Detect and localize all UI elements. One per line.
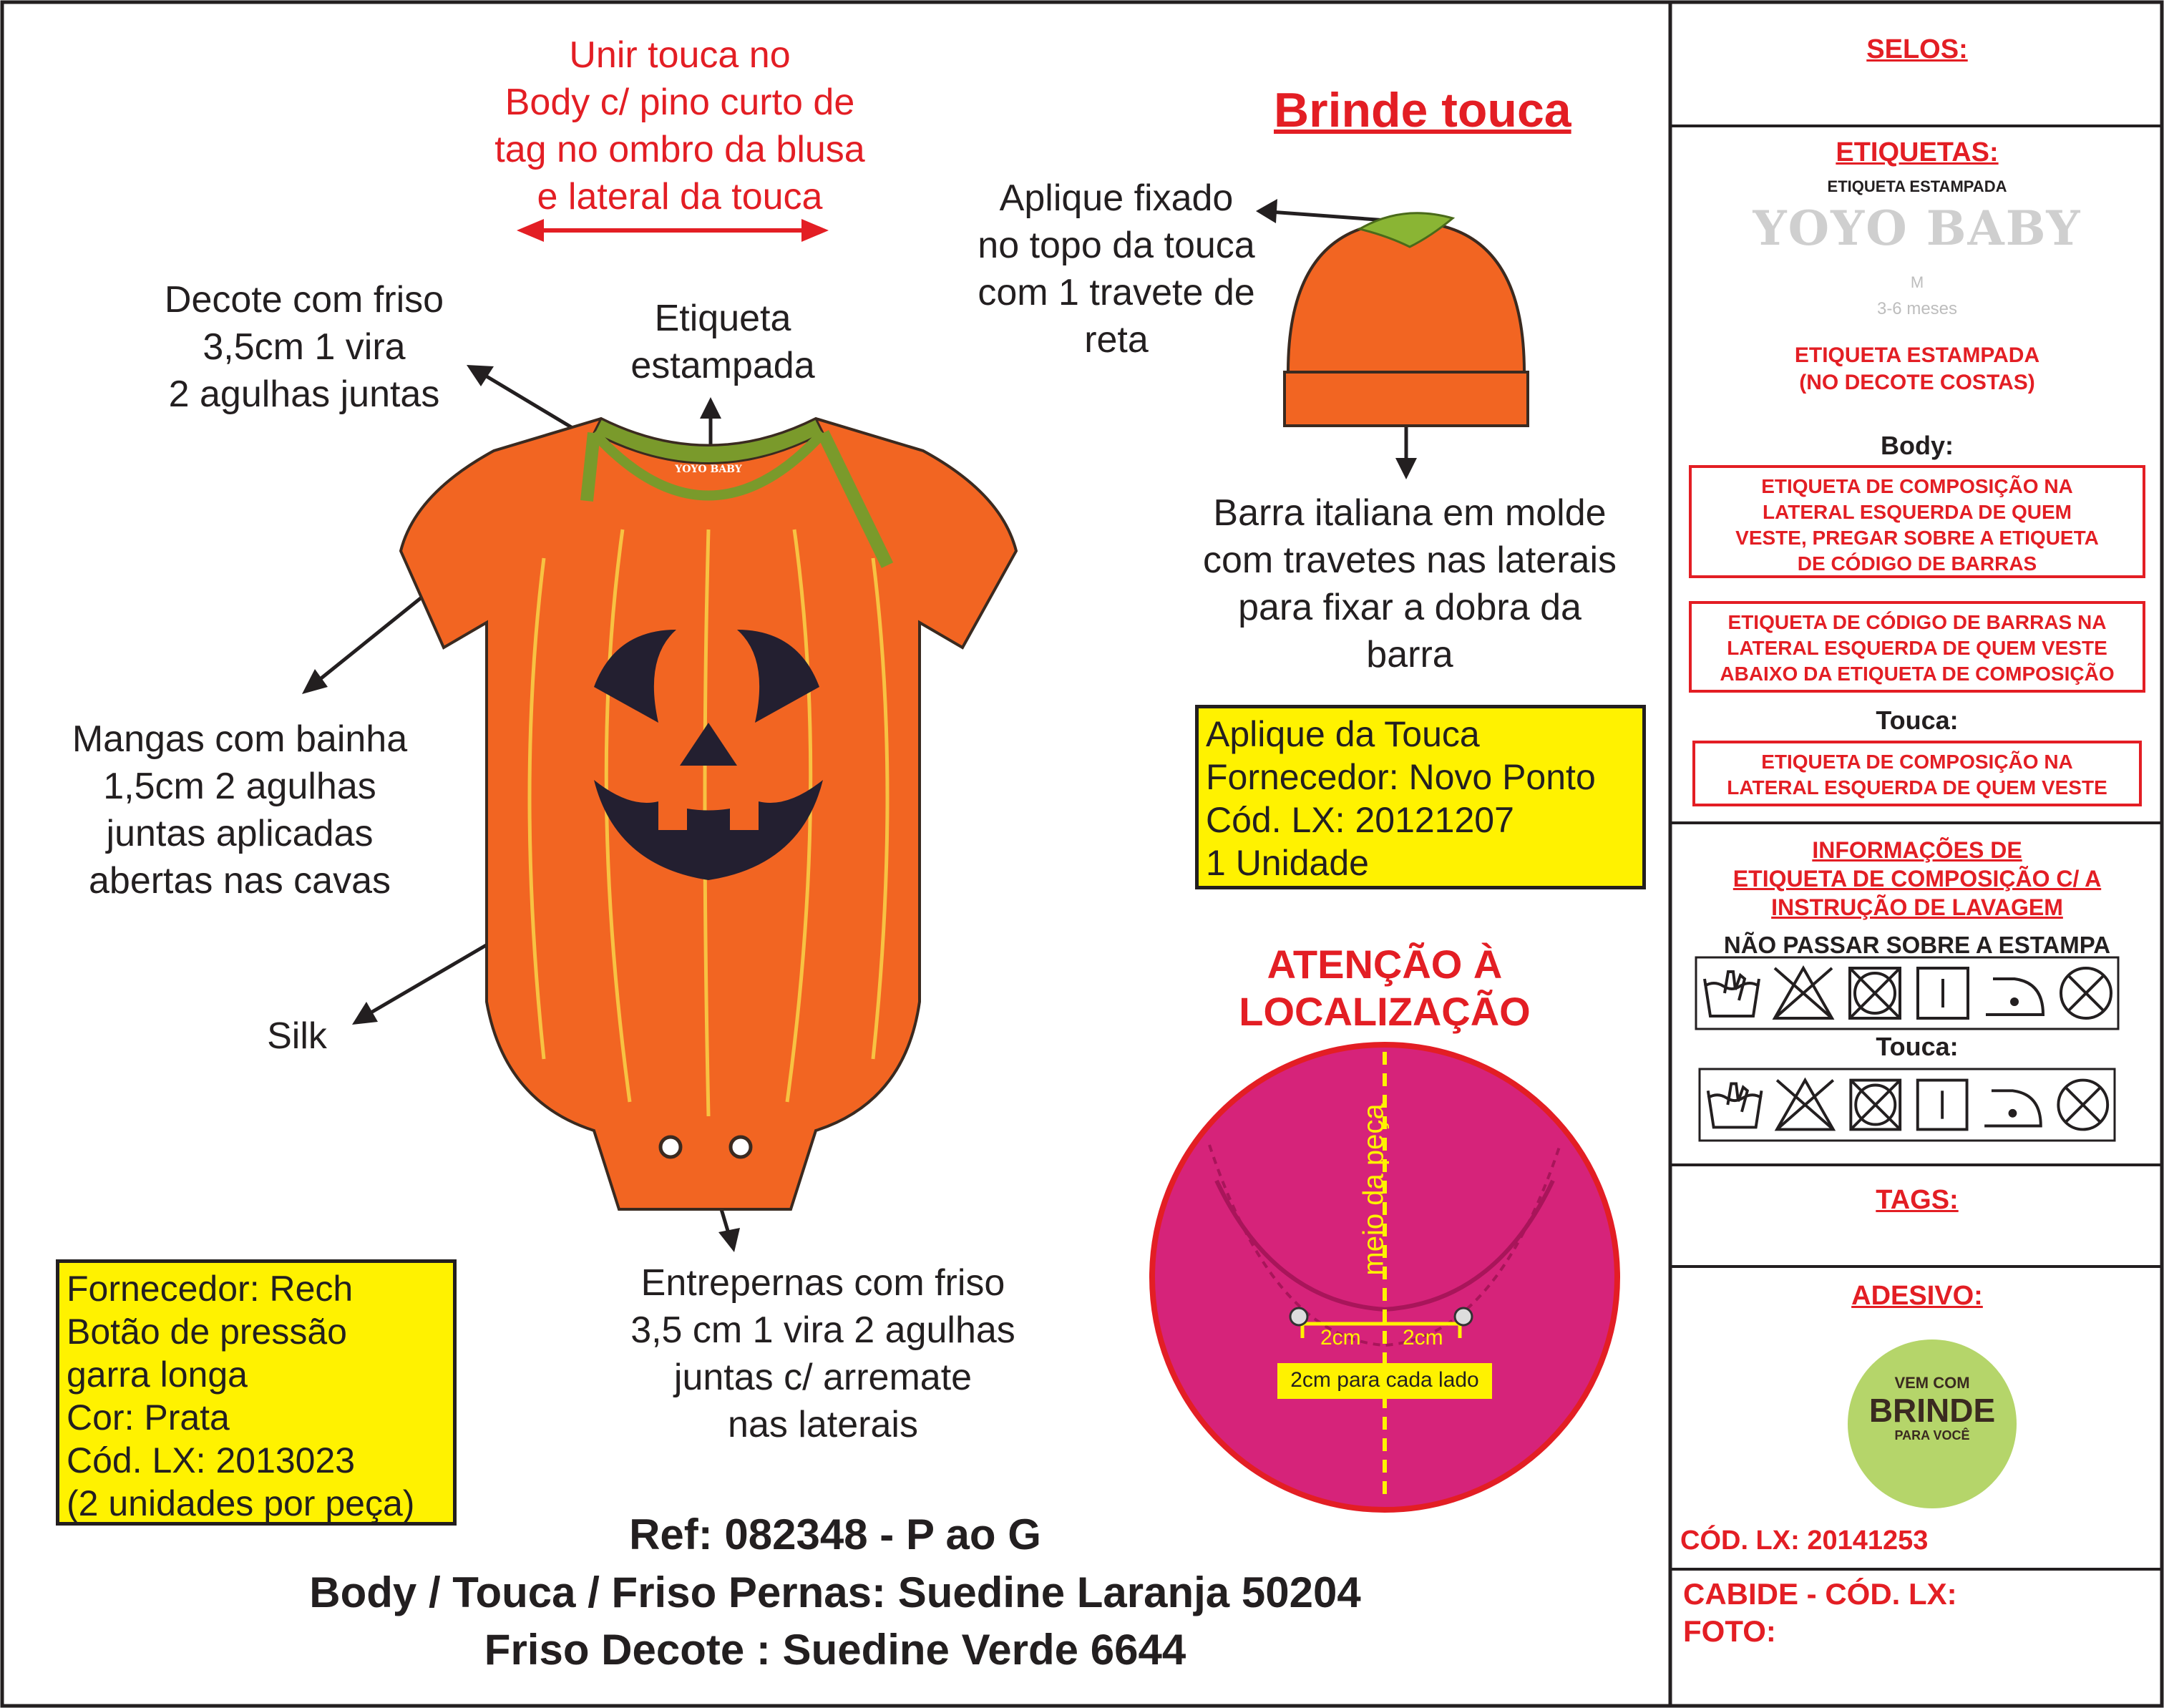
- box-line: Fornecedor: Rech: [67, 1269, 354, 1309]
- touca-title-2: Touca:: [1876, 1032, 1959, 1061]
- sticker-line: BRINDE: [1868, 1392, 1996, 1429]
- line-dry-icon: [1918, 1080, 1967, 1130]
- etiqueta-estampada-note: [601, 295, 844, 389]
- label-brand: YOYO BABY: [1753, 200, 2082, 256]
- decote-note: [129, 276, 479, 418]
- fabric-line: Body / Touca / Friso Pernas: Suedine Laranja 50204: [309, 1568, 1361, 1616]
- note-line: Barra italiana em molde: [1213, 492, 1607, 534]
- sidebar-line: ETIQUETA DE CÓDIGO DE BARRAS NA: [1727, 611, 2107, 633]
- note-line: Aplique fixado: [999, 177, 1234, 219]
- hand-wash-icon: [1708, 1084, 1762, 1128]
- box-line: Fornecedor: Novo Ponto: [1206, 757, 1596, 797]
- box-line: (2 unidades por peça): [67, 1483, 415, 1523]
- sidebar-line: INFORMAÇÕES DE: [1812, 837, 2022, 863]
- etiqueta-estampada-red: [1670, 342, 2164, 396]
- note-line: Decote com friso: [164, 279, 444, 321]
- etiqueta-estampada-small: ETIQUETA ESTAMPADA: [1827, 177, 2007, 195]
- care-icons-touca: [1700, 1069, 2115, 1141]
- silk-note: Silk: [267, 1015, 327, 1057]
- note-line: com travetes nas laterais: [1202, 540, 1617, 581]
- note-line: com 1 travete de: [978, 272, 1255, 313]
- aplique-fixado-note: [952, 175, 1281, 363]
- body-barcode-box: [1689, 601, 2145, 693]
- dim-each-label: 2cm para cada lado: [1290, 1368, 1479, 1392]
- note-line: juntas aplicadas: [106, 813, 374, 854]
- note-line: reta: [1084, 319, 1149, 361]
- selos-heading: SELOS:: [1866, 34, 1968, 64]
- note-line: para fixar a dobra da: [1238, 587, 1581, 628]
- note-line: 3,5cm 1 vira: [203, 326, 406, 368]
- body-title: Body:: [1881, 431, 1954, 460]
- hand-wash-icon: [1705, 972, 1759, 1016]
- sticker-text: [1848, 1374, 2017, 1443]
- atencao-title: [1202, 941, 1567, 1035]
- unir-touca-note: [444, 31, 916, 220]
- iron-low-icon: [1986, 979, 2043, 1015]
- body-composition-box: [1689, 465, 2145, 578]
- dim-left-label: 2cm: [1320, 1326, 1361, 1350]
- sidebar-line: VESTE, PREGAR SOBRE A ETIQUETA: [1735, 527, 2099, 549]
- do-not-tumble-dry-icon: [1850, 968, 1900, 1018]
- snap-supplier-box: [56, 1259, 457, 1526]
- body-label-brand: YOYO BABY: [675, 464, 742, 475]
- do-not-tumble-dry-icon: [1851, 1080, 1900, 1130]
- note-line: nas laterais: [728, 1404, 918, 1445]
- sidebar-line: (NO DECOTE COSTAS): [1799, 371, 2035, 394]
- note-line: 1,5cm 2 agulhas: [103, 766, 376, 807]
- sticker-line: PARA VOCÊ: [1894, 1428, 1970, 1443]
- sidebar-line: ETIQUETA DE COMPOSIÇÃO C/ A: [1732, 866, 2102, 892]
- cod-lx-label: CÓD. LX: 20141253: [1680, 1526, 1929, 1556]
- note-line: no topo da touca: [978, 225, 1255, 266]
- iron-low-icon: [1984, 1090, 2041, 1126]
- line-dry-icon: [1918, 968, 1968, 1018]
- label-size: M: [1910, 273, 1924, 291]
- box-line: Aplique da Touca: [1206, 714, 1480, 754]
- sidebar-line: ETIQUETA DE COMPOSIÇÃO NA: [1761, 751, 2073, 773]
- width-arrow: [517, 219, 829, 242]
- sidebar-line: LATERAL ESQUERDA DE QUEM VESTE: [1727, 776, 2107, 799]
- sidebar-line: ETIQUETA DE COMPOSIÇÃO NA: [1761, 475, 2073, 497]
- sidebar-line: LATERAL ESQUERDA DE QUEM: [1763, 501, 2072, 523]
- meio-da-peca-label: meio da peça: [1358, 1103, 1390, 1276]
- label-age: 3-6 meses: [1876, 299, 1958, 318]
- note-line: Mangas com bainha: [72, 718, 408, 760]
- tags-heading: TAGS:: [1876, 1185, 1959, 1215]
- dim-right-label: 2cm: [1403, 1326, 1443, 1350]
- unir-touca-line: Body c/ pino curto de: [505, 82, 855, 123]
- sidebar-line: ABAIXO DA ETIQUETA DE COMPOSIÇÃO: [1720, 663, 2115, 685]
- sticker-line: VEM COM: [1894, 1374, 1970, 1392]
- note-line: juntas c/ arremate: [673, 1357, 973, 1398]
- box-line: Cor: Prata: [67, 1397, 230, 1438]
- sidebar-line: LATERAL ESQUERDA DE QUEM VESTE: [1727, 637, 2107, 659]
- reference-title: Ref: 082348 - P ao G: [629, 1511, 1041, 1558]
- friso-line: Friso Decote : Suedine Verde 6644: [484, 1626, 1186, 1674]
- do-not-dry-clean-icon: [2058, 1080, 2107, 1130]
- nao-passar-note: NÃO PASSAR SOBRE A ESTAMPA: [1723, 932, 2111, 958]
- note-line: barra: [1366, 634, 1453, 675]
- unir-touca-line: Unir touca no: [569, 34, 791, 76]
- do-not-dry-clean-icon: [2061, 968, 2111, 1018]
- aplique-supplier-box: [1195, 705, 1646, 889]
- etiquetas-heading: ETIQUETAS:: [1836, 137, 1999, 167]
- atencao-line: LOCALIZAÇÃO: [1239, 989, 1531, 1034]
- touca-title: Touca:: [1876, 706, 1959, 735]
- unir-touca-line: tag no ombro da blusa: [494, 129, 865, 170]
- box-line: Botão de pressão: [67, 1312, 347, 1352]
- note-line: abertas nas cavas: [88, 860, 391, 902]
- atencao-line: ATENÇÃO À: [1267, 942, 1503, 987]
- box-line: Cód. LX: 20121207: [1206, 800, 1514, 840]
- foto-label: FOTO:: [1683, 1614, 1776, 1648]
- box-line: garra longa: [67, 1355, 248, 1395]
- entrepernas-note: [580, 1259, 1066, 1448]
- note-line: 3,5 cm 1 vira 2 agulhas: [630, 1309, 1015, 1351]
- brinde-touca-title: Brinde touca: [1274, 83, 1571, 137]
- unir-touca-line: e lateral da touca: [537, 176, 823, 218]
- touca-composition-box: [1692, 741, 2142, 806]
- do-not-bleach-icon: [1777, 1080, 1833, 1130]
- barra-italiana-note: [1159, 489, 1660, 678]
- box-line: Cód. LX: 2013023: [67, 1440, 356, 1480]
- onesie-illustration: [401, 419, 1016, 1209]
- sidebar-line: ETIQUETA ESTAMPADA: [1794, 343, 2040, 367]
- note-line: Etiqueta: [654, 298, 791, 339]
- adesivo-heading: ADESIVO:: [1851, 1281, 1983, 1311]
- hat-illustration: [1285, 213, 1528, 426]
- care-icons-body: [1696, 957, 2118, 1029]
- sidebar-line: INSTRUÇÃO DE LAVAGEM: [1771, 894, 2063, 920]
- informacoes-heading: [1670, 836, 2164, 922]
- do-not-bleach-icon: [1775, 968, 1832, 1018]
- mangas-note: [29, 716, 451, 904]
- box-line: 1 Unidade: [1206, 843, 1369, 883]
- sidebar-line: DE CÓDIGO DE BARRAS: [1797, 552, 2037, 575]
- note-line: estampada: [630, 345, 815, 386]
- note-line: 2 agulhas juntas: [168, 374, 440, 415]
- note-line: Entrepernas com friso: [640, 1262, 1005, 1304]
- cabide-label: CABIDE - CÓD. LX:: [1683, 1577, 1957, 1611]
